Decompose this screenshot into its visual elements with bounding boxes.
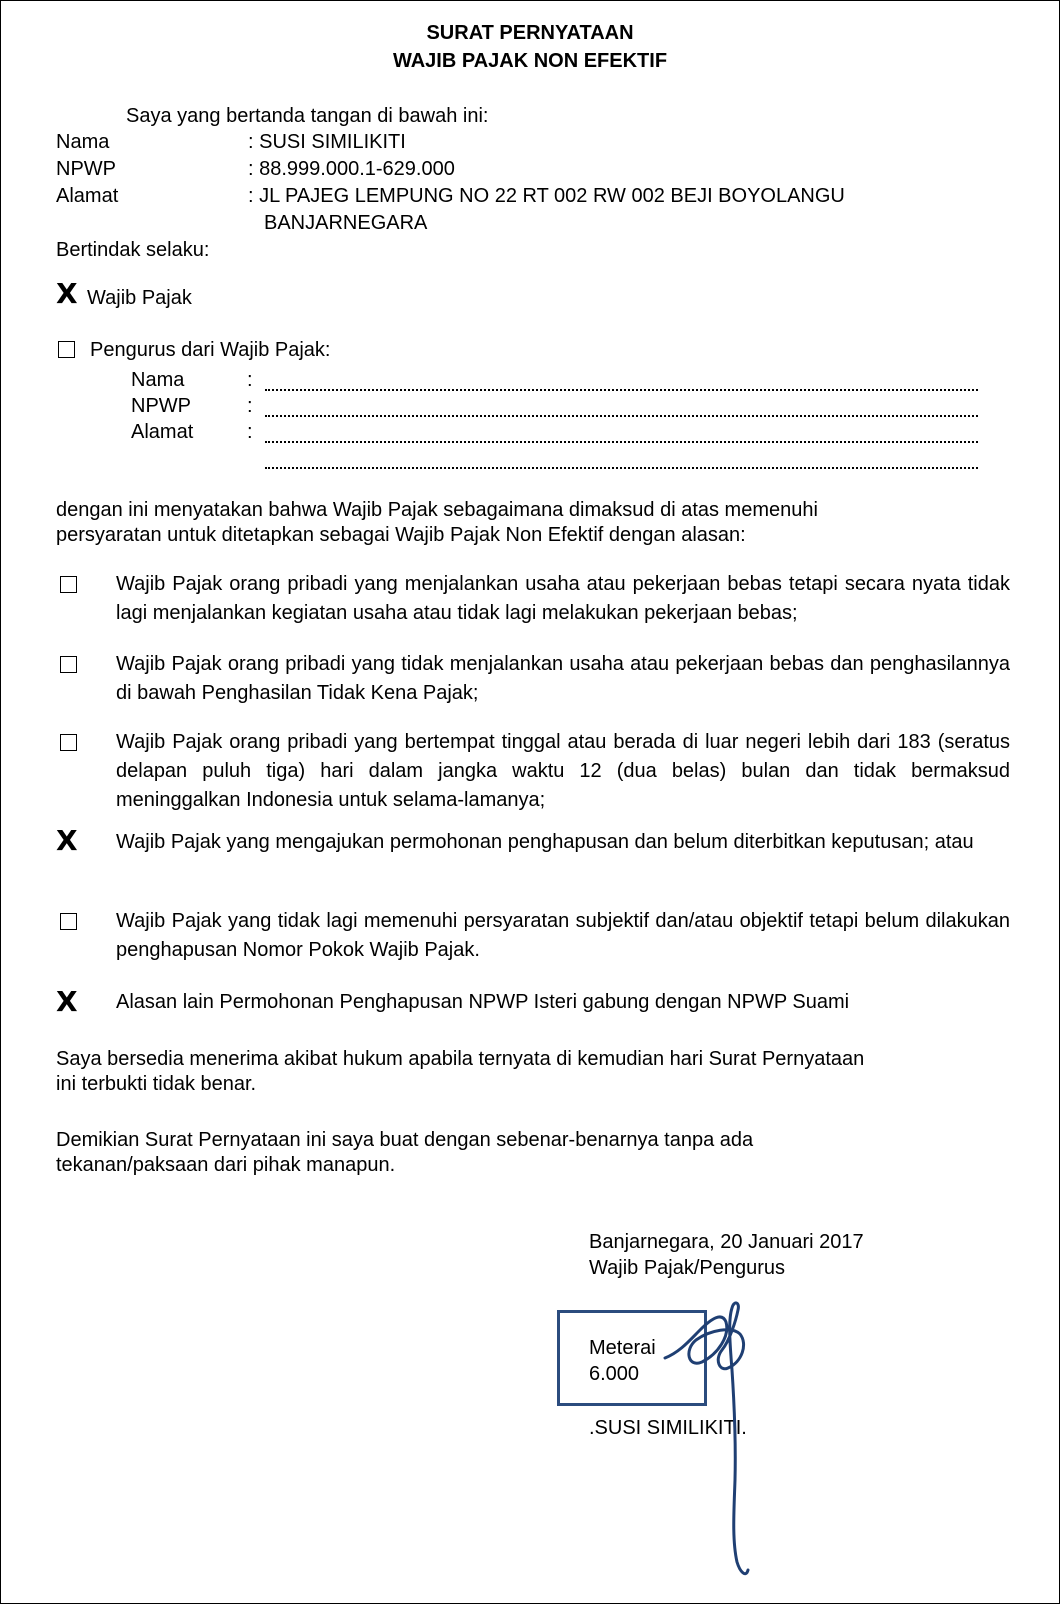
checkbox-empty-icon xyxy=(60,734,77,751)
document-title-line1: SURAT PERNYATAAN xyxy=(426,22,634,44)
rep-alamat-label: Alamat xyxy=(131,421,194,443)
rep-nama-colon: : xyxy=(247,369,253,391)
statement-line1: dengan ini menyatakan bahwa Wajib Pajak sebagaimana dimaksud di atas memenuhi xyxy=(56,499,818,521)
checkbox-empty-icon xyxy=(60,656,77,673)
alamat-label: Alamat xyxy=(56,185,119,207)
closing2-line1: Demikian Surat Pernyataan ini saya buat dengan sebenar-benarnya tanpa ada xyxy=(56,1129,754,1151)
reason-item: Wajib Pajak orang pribadi yang menjalankan usaha atau pekerjaan bebas tetapi secara nyata tidak lagi menjalankan kegiatan usaha atau tidak lagi melakukan pekerjaan bebas; xyxy=(116,573,1010,624)
rep-npwp-label: NPWP xyxy=(131,395,191,417)
rep-alamat-dotted-line-2 xyxy=(265,457,978,469)
acting-as-label: Bertindak selaku: xyxy=(56,239,210,261)
stamp-value: 6.000 xyxy=(589,1363,640,1385)
place-date: Banjarnegara, 20 Januari 2017 xyxy=(589,1231,864,1253)
nama-value: : SUSI SIMILIKITI xyxy=(248,131,406,153)
role-option-wajib-pajak: Wajib Pajak xyxy=(87,287,192,309)
checkbox-empty-icon xyxy=(58,341,75,358)
reason-item: Wajib Pajak orang pribadi yang tidak menjalankan usaha atau pekerjaan bebas dan penghasilannya di bawah Penghasilan Tidak Kena Pajak; xyxy=(116,653,1010,704)
npwp-value: : 88.999.000.1-629.000 xyxy=(248,158,455,180)
x-check-mark-icon: X xyxy=(56,985,78,1018)
checkbox-empty-icon xyxy=(60,576,77,593)
signer-name: .SUSI SIMILIKITI. xyxy=(589,1417,747,1439)
rep-alamat-colon: : xyxy=(247,421,253,443)
reason-item: Alasan lain Permohonan Penghapusan NPWP Isteri gabung dengan NPWP Suami xyxy=(116,991,850,1013)
reason-item: Wajib Pajak yang tidak lagi memenuhi persyaratan subjektif dan/atau objektif tetapi belum dilakukan penghapusan Nomor Pokok Wajib Pajak. xyxy=(116,910,1010,961)
closing1-line2: ini terbukti tidak benar. xyxy=(56,1073,257,1095)
intro-text: Saya yang bertanda tangan di bawah ini: xyxy=(126,105,489,127)
x-check-mark-icon: X xyxy=(56,824,78,857)
stamp-label: Meterai xyxy=(589,1337,656,1359)
nama-label: Nama xyxy=(56,131,110,153)
rep-nama-dotted-line xyxy=(265,379,978,391)
rep-alamat-dotted-line-1 xyxy=(265,431,978,443)
rep-npwp-dotted-line xyxy=(265,405,978,417)
npwp-label: NPWP xyxy=(56,158,116,180)
role-option-pengurus: Pengurus dari Wajib Pajak: xyxy=(90,339,331,361)
rep-nama-label: Nama xyxy=(131,369,185,391)
x-check-mark-icon: X xyxy=(56,277,78,310)
reason-item: Wajib Pajak yang mengajukan permohonan penghapusan dan belum diterbitkan keputusan; atau xyxy=(116,831,974,853)
closing2-line2: tekanan/paksaan dari pihak manapun. xyxy=(56,1154,396,1176)
document-title-line2: WAJIB PAJAK NON EFEKTIF xyxy=(392,50,668,72)
statement-line2: persyaratan untuk ditetapkan sebagai Wajib Pajak Non Efektif dengan alasan: xyxy=(56,524,746,546)
reason-item: Wajib Pajak orang pribadi yang bertempat tinggal atau berada di luar negeri lebih dari 183 (seratus delapan puluh tiga) hari dalam jangka waktu 12 (dua belas) bulan dan tidak bermaksud meninggalkan Indonesia untuk selama-lamanya; xyxy=(116,731,1010,811)
closing1-line1: Saya bersedia menerima akibat hukum apabila ternyata di kemudian hari Surat Pernyataan xyxy=(56,1048,865,1070)
rep-npwp-colon: : xyxy=(247,395,253,417)
signer-role: Wajib Pajak/Pengurus xyxy=(589,1257,786,1279)
checkbox-empty-icon xyxy=(60,913,77,930)
alamat-value-line1: : JL PAJEG LEMPUNG NO 22 RT 002 RW 002 BEJI BOYOLANGU xyxy=(248,185,845,207)
alamat-value-line2: BANJARNEGARA xyxy=(264,212,428,234)
